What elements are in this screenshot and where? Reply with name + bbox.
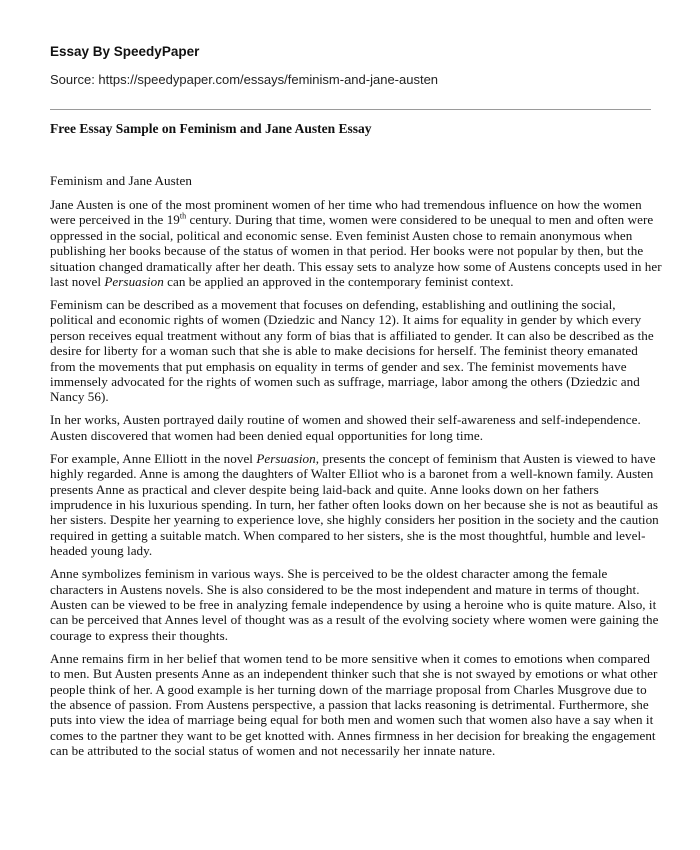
paragraph-4-part-b: , presents the concept of feminism that Austen is viewed to have highly regarded. Anne is among the daughters of Walter Elliot who is a baronet from a well-known family. Austen presents Anne as practical and clever despite being laid-back and quite. Anne looks down on her fathers imprudence in his luxurious spending. In turn, her father often looks down on her because she is not as beautiful as her sisters. Despite her yearning to experience love, she highly considers her position in the society and the caution required in getting a suitable match. When compared to her sisters, she is the most thoughtful, humble and level-headed young lady. (50, 450, 659, 559)
paragraph-1-part-b: century. During that time, women were considered to be unequal to men and often were oppressed in the social, political and economic sense. Even feminist Austen chose to remain anonymous when publishing her books because of the status of women in that period. Her books were not popular by then, but the situation changed dramatically after her death. This essay sets to analyze how some of Austens concepts used in her last novel (50, 212, 662, 289)
novel-title: Persuasion (104, 273, 164, 289)
paragraph-4 (50, 451, 662, 559)
paragraph-2: Feminism can be described as a movement that focuses on defending, establishing and outlining the social, political and economic rights of women (Dziedzic and Nancy 12). It aims for equality in gender by which every person receives equal treatment without any form of bias that is affiliated to gender. It can also be described as the desire for liberty for a woman such that she is able to make decisions for herself. The feminist theory emanated from the movements that put emphasis on equality in terms of gender and sex. The feminist movements have immensely advocated for the rights of women such as suffrage, marriage, labor among the others (Dziedzic and Nancy 56). (50, 296, 654, 405)
divider (50, 109, 651, 110)
document-header-title: Essay By SpeedyPaper (50, 44, 200, 59)
paragraph-3: In her works, Austen portrayed daily routine of women and showed their self-awareness and self-independence. Austen discovered that women had been denied equal opportunities for long time. (50, 412, 641, 443)
essay-body (50, 173, 662, 766)
novel-title: Persuasion (256, 450, 316, 466)
paragraph-6: Anne remains firm in her belief that women tend to be more sensitive when it comes to emotions when compared to men. But Austen presents Anne as an independent thinker such that she is not swayed by emotions or what other people think of her. A good example is her turning down of the marriage proposal from Charles Musgrove due to the absence of passion. From Austens perspective, a passion that lacks reasoning is detrimental. Furthermore, she puts into view the idea of marriage being equal for both men and women such that women also have a say when it comes to the partner they want to be get knotted with. Annes firmness in her decision for breaking the engagement can be attributed to the social status of women and not necessarily her innate nature. (50, 650, 658, 759)
paragraph-1-part-c: can be applied an approved in the contemporary feminist context. (163, 273, 514, 289)
paragraph-5: Anne symbolizes feminism in various ways. She is perceived to be the oldest character among the female characters in Austens novels. She is also considered to be the most independent and mature in terms of thought. Austen can be viewed to be free in analyzing female independence by using a heroine who is quite mature. Also, it can be perceived that Annes level of thought was as a result of the evolving society where women were gaining the courage to express their thoughts. (50, 566, 659, 643)
paragraph-1 (50, 197, 662, 289)
ordinal-suffix: th (179, 211, 187, 221)
source-line: Source: https://speedypaper.com/essays/feminism-and-jane-austen (50, 72, 439, 87)
essay-title: Free Essay Sample on Feminism and Jane Austen Essay (50, 121, 372, 136)
paragraph-1-part-a: Jane Austen is one of the most prominent women of her time who had tremendous influence on how the women were perceived in the 19 (50, 196, 642, 228)
paragraph-4-part-a: For example, Anne Elliott in the novel (50, 450, 257, 466)
essay-heading: Feminism and Jane Austen (50, 173, 192, 188)
